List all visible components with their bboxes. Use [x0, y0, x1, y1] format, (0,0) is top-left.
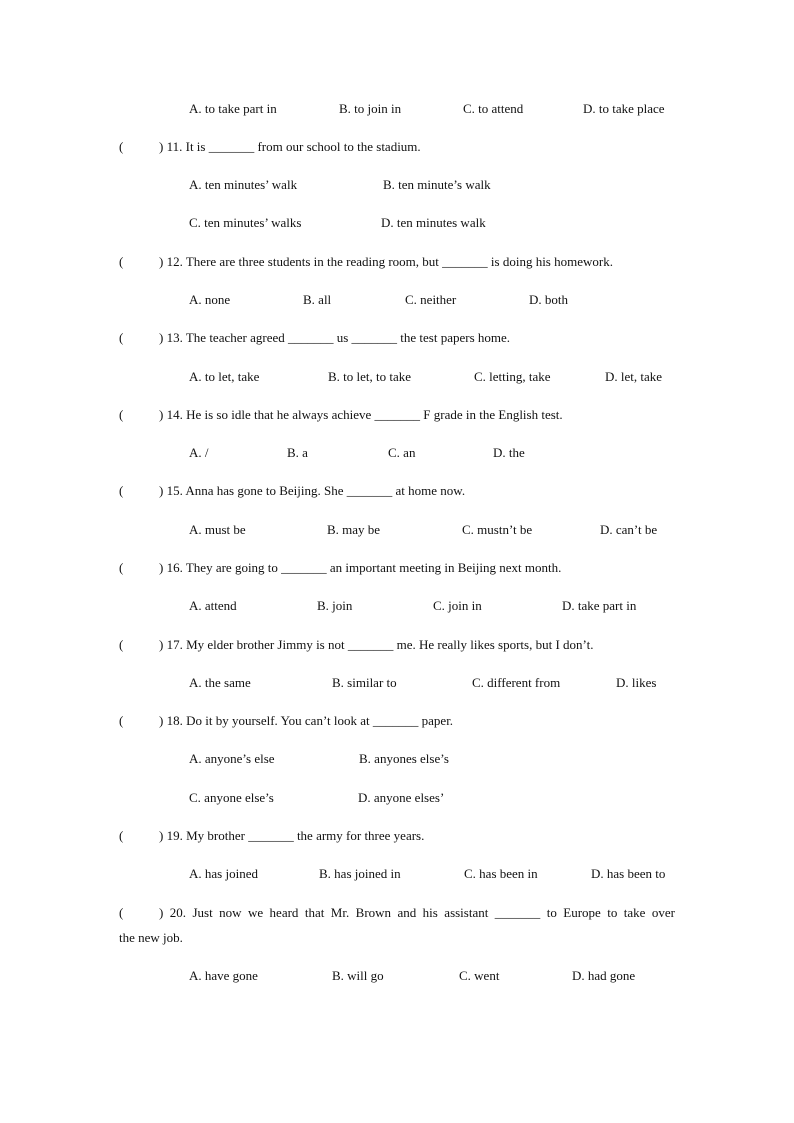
question-text: 20. Just now we heard that Mr. Brown and his assistant _______ to Europe to take over [169, 905, 675, 920]
question-20-continuation: the new job. [119, 930, 183, 945]
answer-blank-close: ) [159, 407, 164, 422]
q19-option-c: C. has been in [464, 866, 538, 881]
q15-option-c: C. mustn’t be [462, 522, 533, 537]
answer-blank-open: ( [119, 828, 124, 843]
q11-option-c: C. ten minutes’ walks [189, 215, 302, 230]
q17-option-a: A. the same [189, 675, 251, 690]
q14-option-d: D. the [493, 445, 525, 460]
question-text: 18. Do it by yourself. You can’t look at _______ paper. [166, 713, 454, 728]
q16-option-b: B. join [317, 598, 353, 613]
answer-blank-open: ( [119, 330, 124, 345]
q20-option-d: D. had gone [572, 968, 636, 983]
question-text: 19. My brother _______ the army for three years. [166, 828, 425, 843]
question-18 [119, 713, 679, 729]
q15-option-b: B. may be [327, 522, 381, 537]
q17-option-d: D. likes [616, 675, 657, 690]
answer-blank-open: ( [119, 254, 124, 269]
q18-option-a: A. anyone’s else [189, 751, 275, 766]
q14-option-a: A. / [189, 445, 209, 460]
q14-option-c: C. an [388, 445, 416, 460]
q14-option-b: B. a [287, 445, 308, 460]
question-16 [119, 560, 679, 576]
answer-blank-open: ( [119, 560, 124, 575]
q12-option-d: D. both [529, 292, 568, 307]
answer-blank-open: ( [119, 713, 124, 728]
q12-option-c: C. neither [405, 292, 457, 307]
q20-option-b: B. will go [332, 968, 384, 983]
q20-option-a: A. have gone [189, 968, 258, 983]
q19-option-a: A. has joined [189, 866, 258, 881]
answer-blank-open: ( [119, 407, 124, 422]
answer-blank-close: ) [159, 905, 164, 920]
q18-option-c: C. anyone else’s [189, 790, 274, 805]
question-20 [119, 905, 675, 921]
q20-option-c: C. went [459, 968, 500, 983]
q11-option-d: D. ten minutes walk [381, 215, 486, 230]
q15-option-a: A. must be [189, 522, 246, 537]
question-15 [119, 483, 679, 499]
question-text: 14. He is so idle that he always achieve _______ F grade in the English test. [166, 407, 563, 422]
answer-blank-open: ( [119, 905, 124, 920]
question-text: 16. They are going to _______ an important meeting in Beijing next month. [166, 560, 562, 575]
q18-option-b: B. anyones else’s [359, 751, 449, 766]
q10-option-d: D. to take place [583, 101, 665, 116]
answer-blank-open: ( [119, 637, 124, 652]
question-text: 17. My elder brother Jimmy is not _______ me. He really likes sports, but I don’t. [166, 637, 594, 652]
q10-option-c: C. to attend [463, 101, 524, 116]
q12-option-b: B. all [303, 292, 332, 307]
answer-blank-close: ) [159, 483, 164, 498]
question-12 [119, 254, 679, 270]
question-17 [119, 637, 679, 653]
q17-option-b: B. similar to [332, 675, 397, 690]
question-13 [119, 330, 679, 346]
question-text: 12. There are three students in the reading room, but _______ is doing his homework. [166, 254, 613, 269]
answer-blank-close: ) [159, 330, 164, 345]
q16-option-d: D. take part in [562, 598, 637, 613]
q19-option-b: B. has joined in [319, 866, 401, 881]
question-text: 13. The teacher agreed _______ us _______ the test papers home. [166, 330, 511, 345]
q16-option-c: C. join in [433, 598, 482, 613]
answer-blank-close: ) [159, 560, 164, 575]
answer-blank-open: ( [119, 483, 124, 498]
q18-option-d: D. anyone elses’ [358, 790, 445, 805]
question-19 [119, 828, 679, 844]
q12-option-a: A. none [189, 292, 231, 307]
q19-option-d: D. has been to [591, 866, 666, 881]
q17-option-c: C. different from [472, 675, 561, 690]
question-11 [119, 139, 679, 155]
q13-option-a: A. to let, take [189, 369, 260, 384]
answer-blank-close: ) [159, 637, 164, 652]
q13-option-b: B. to let, to take [328, 369, 412, 384]
q13-option-d: D. let, take [605, 369, 663, 384]
answer-blank-close: ) [159, 254, 164, 269]
q15-option-d: D. can’t be [600, 522, 658, 537]
answer-blank-close: ) [159, 139, 164, 154]
answer-blank-close: ) [159, 828, 164, 843]
question-text: 11. It is _______ from our school to the stadium. [166, 139, 421, 154]
q16-option-a: A. attend [189, 598, 237, 613]
q11-option-b: B. ten minute’s walk [383, 177, 491, 192]
q10-option-a: A. to take part in [189, 101, 277, 116]
q11-option-a: A. ten minutes’ walk [189, 177, 298, 192]
question-text: 15. Anna has gone to Beijing. She _______ at home now. [166, 483, 466, 498]
q10-option-b: B. to join in [339, 101, 402, 116]
q13-option-c: C. letting, take [474, 369, 551, 384]
answer-blank-close: ) [159, 713, 164, 728]
question-14 [119, 407, 679, 423]
answer-blank-open: ( [119, 139, 124, 154]
